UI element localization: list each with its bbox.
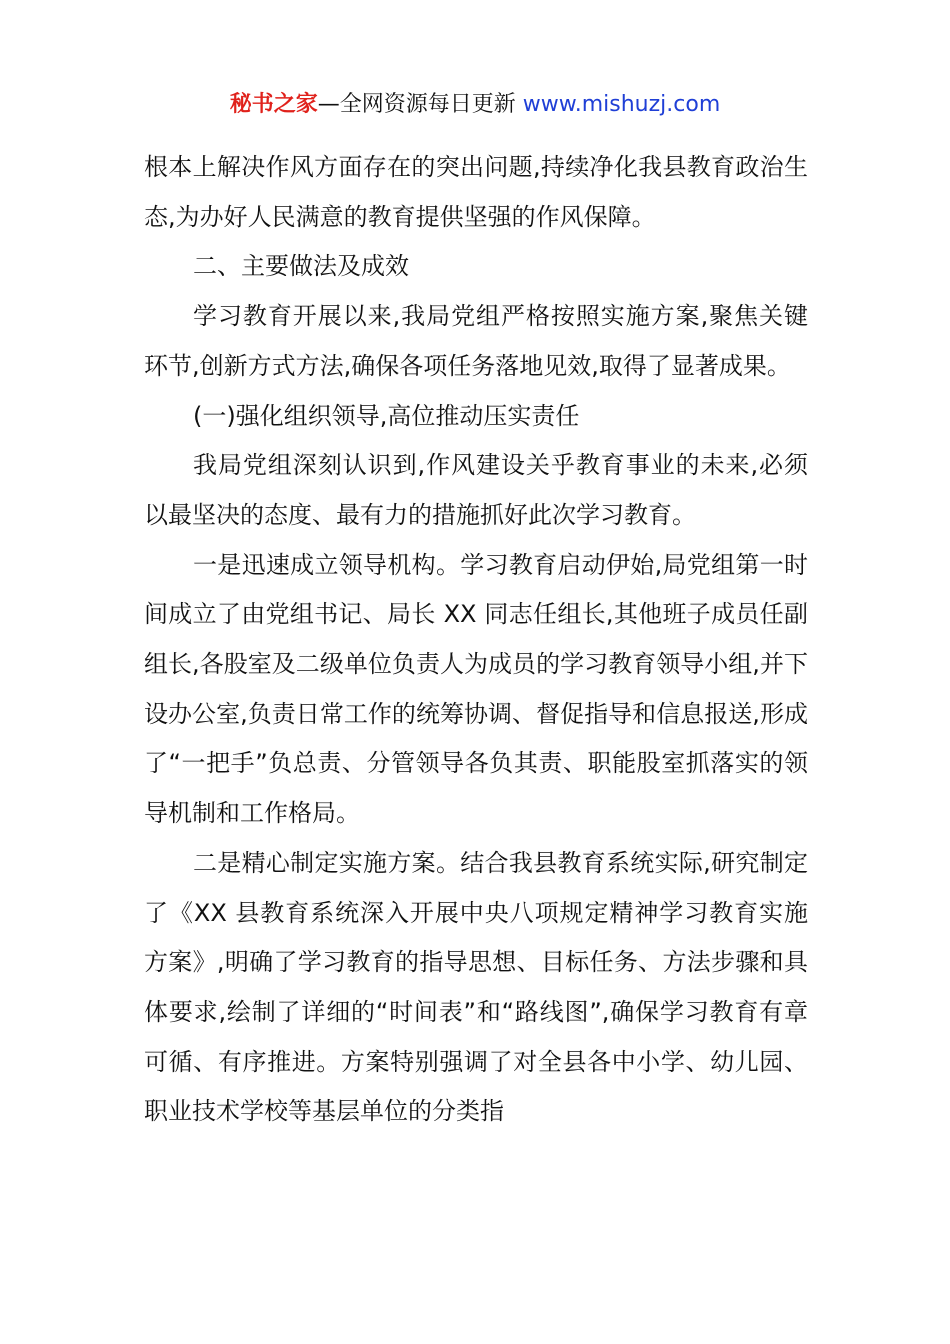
site-header (0, 88, 950, 122)
brand-name: 秘书之家 (229, 92, 318, 117)
paragraph-overview: 学习教育开展以来,我局党组严格按照实施方案,聚焦关键环节,创新方式方法,确保各项任务落地见效,取得了显著成果。 (144, 302, 808, 380)
paragraph-point-one: 一是迅速成立领导机构。学习教育启动伊始,局党组第一时间成立了由党组书记、局长 XX 同志任组长,其他班子成员任副组长,各股室及二级单位负责人为成员的学习教育领导小组,并下设办公室,负责日常工作的统筹协调、督促指导和信息报送,形成了“一把手”负总责、分管领导各负其责、职能股室抓落实的领导机制和工作格局。 (144, 550, 808, 828)
subsection-heading-leadership: (一)强化组织领导,高位推动压实责任 (193, 401, 580, 430)
paragraph-point-two: 二是精心制定实施方案。结合我县教育系统实际,研究制定了《XX 县教育系统深入开展中央八项规定精神学习教育实施方案》,明确了学习教育的指导思想、目标任务、方法步骤和具体要求,绘制了详细的“时间表”和“路线图”,确保学习教育有章可循、有序推进。方案特别强调了对全县各中小学、幼儿园、职业技术学校等基层单位的分类指 (144, 848, 808, 1126)
header-tagline: —全网资源每日更新 (317, 92, 523, 117)
section-heading-practices: 二、主要做法及成效 (193, 252, 409, 281)
paragraph-intro-continuation: 根本上解决作风方面存在的突出问题,持续净化我县教育政治生态,为办好人民满意的教育提供坚强的作风保障。 (144, 153, 808, 231)
site-url-link[interactable]: www.mishuzj.com (522, 92, 721, 117)
paragraph-leadership: 我局党组深刻认识到,作风建设关乎教育事业的未来,必须以最坚决的态度、最有力的措施抓好此次学习教育。 (144, 451, 808, 529)
document-body (144, 143, 808, 1137)
